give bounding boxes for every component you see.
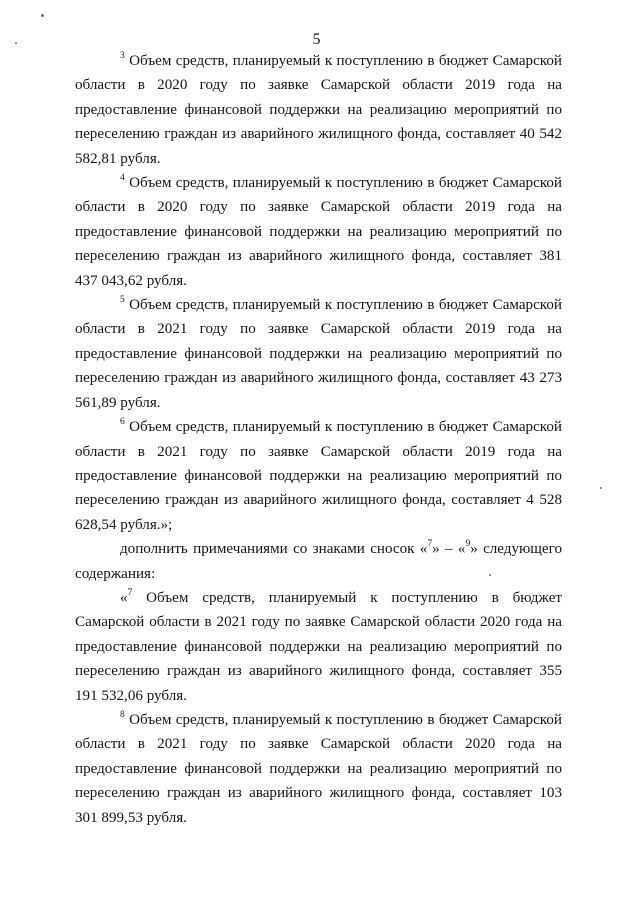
footnote-mark: 8 <box>120 709 125 720</box>
footnote-text: Объем средств, планируемый к поступлению в бюджет Самарской области в 2021 году по заявке Самарской области 2020 года на предоставление финансовой поддержки на реализацию мероприятий по переселению граждан из аварийного жилищного фонда, составляет 103 301 899,53 рубля. <box>75 711 562 826</box>
document-body <box>75 49 562 830</box>
footnote-mark: 7 <box>427 539 433 550</box>
footnote-mark: 6 <box>120 417 125 428</box>
amendment-text: » – « <box>432 541 466 558</box>
quote-open: « <box>120 589 128 606</box>
amendment-instruction <box>75 537 562 586</box>
footnote-paragraph-6 <box>75 415 562 537</box>
scan-speck <box>41 14 44 17</box>
amendment-text: дополнить примечаниями со знаками сносок « <box>120 541 428 558</box>
footnote-paragraph-4 <box>75 171 562 293</box>
footnote-paragraph-8 <box>75 708 562 830</box>
scan-speck <box>600 487 602 489</box>
footnote-text: Объем средств, планируемый к поступлению в бюджет Самарской области в 2021 году по заявке Самарской области 2020 года на предоставление финансовой поддержки на реализацию мероприятий по переселению граждан из аварийного жилищного фонда, составляет 355 191 532,06 рубля. <box>75 589 562 704</box>
footnote-mark: 9 <box>465 539 471 550</box>
footnote-text: Объем средств, планируемый к поступлению в бюджет Самарской области в 2021 году по заявке Самарской области 2019 года на предоставление финансовой поддержки на реализацию мероприятий по переселению граждан из аварийного жилищного фонда, составляет 43 273 561,89 рубля. <box>75 297 562 411</box>
footnote-mark: 4 <box>120 173 125 183</box>
footnote-text: Объем средств, планируемый к поступлению в бюджет Самарской области в 2020 году по заявке Самарской области 2019 года на предоставление финансовой поддержки на реализацию мероприятий по переселению граждан из аварийного жилищного фонда, составляет 40 542 582,81 рубля. <box>75 53 562 167</box>
footnote-mark: 3 <box>120 50 125 61</box>
footnote-paragraph-3 <box>75 49 562 171</box>
footnote-mark: 7 <box>127 587 133 598</box>
footnote-text: Объем средств, планируемый к поступлению в бюджет Самарской области в 2021 году по заявке Самарской области 2019 года на предоставление финансовой поддержки на реализацию мероприятий по переселению граждан из аварийного жилищного фонда, составляет 4 528 628,54 рубля.»; <box>75 419 562 533</box>
footnote-paragraph-5 <box>75 293 562 415</box>
amendment-text: » следующего содержания: <box>75 541 562 582</box>
footnote-mark: 5 <box>120 295 125 306</box>
footnote-text: Объем средств, планируемый к поступлению в бюджет Самарской области в 2020 году по заявке Самарской области 2019 года на предоставление финансовой поддержки на реализацию мероприятий по переселению граждан из аварийного жилищного фонда, составляет 381 437 043,62 рубля. <box>75 175 562 289</box>
footnote-paragraph-7 <box>75 586 562 708</box>
page-number: 5 <box>312 31 321 48</box>
